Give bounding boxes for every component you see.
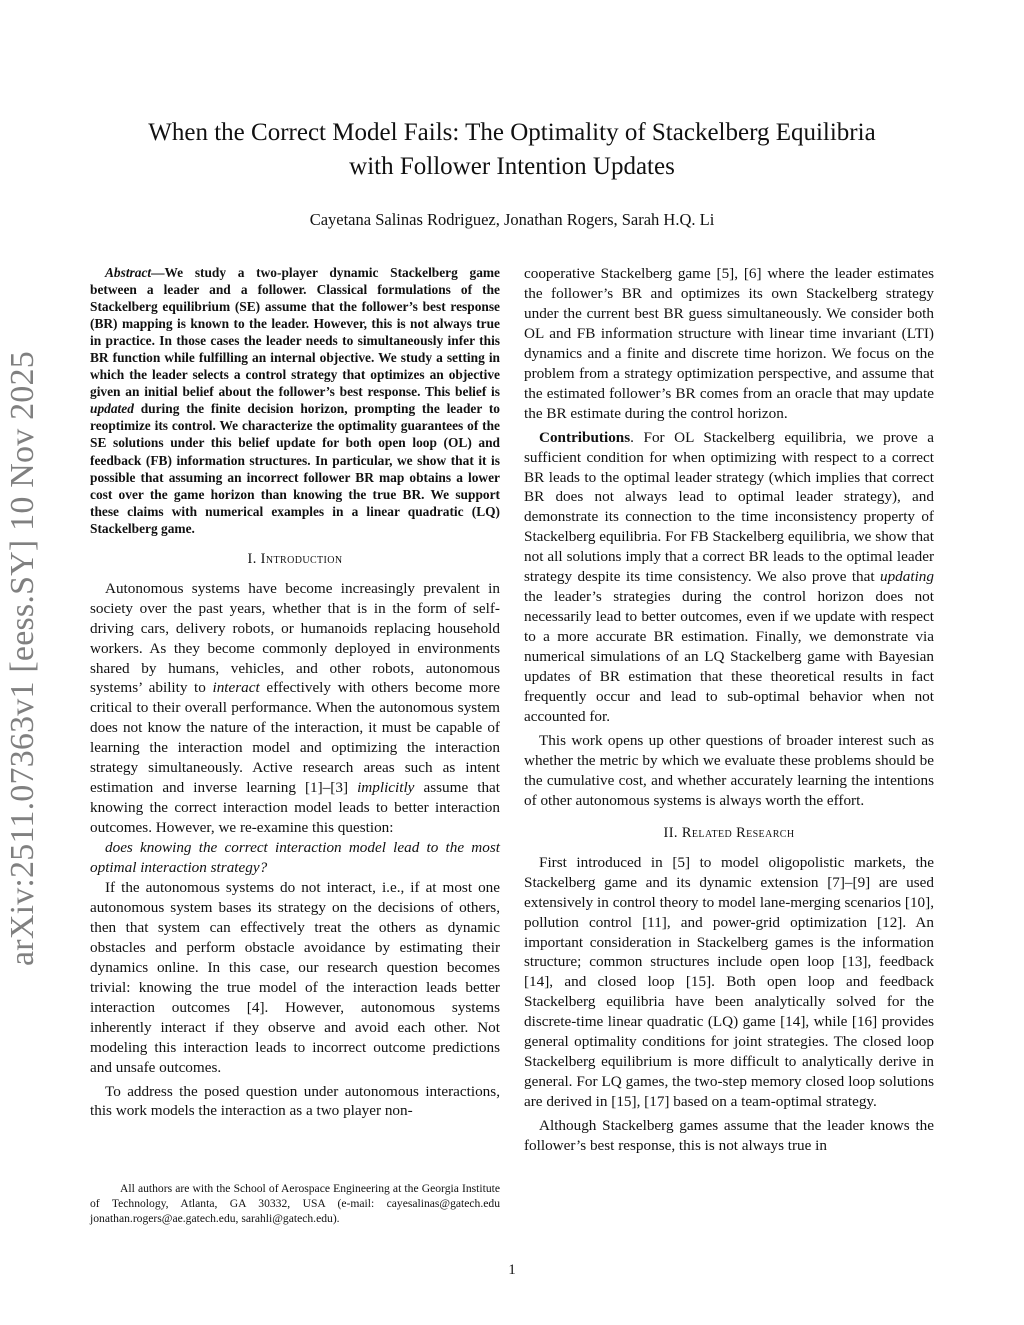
abstract-text-1: We study a two-player dynamic Stackelberg game between a leader and a follower. Classical formulations of the Stackelberg equilibrium (SE) assume that the follower’s best response (BR) mapping is known to the leader. However, this is not always true in practice. In those cases the leader needs to simultaneously infer this BR function while fulfilling an internal objective. We study a setting in which the leader selects a control strategy that optimizes an objective given an initial belief about the follower’s best response. This belief is — [90, 265, 500, 400]
abstract — [90, 264, 500, 537]
contributions-emphasis: updating — [879, 568, 934, 586]
contributions-label: Contributions — [539, 428, 631, 446]
intro-paragraph-3: To address the posed question under autonomous interactions, this work models the interaction as a two player non- — [90, 1082, 500, 1120]
intro-paragraph-1 — [90, 579, 500, 838]
abstract-dash: — — [151, 265, 165, 280]
broader-interest-paragraph: This work opens up other questions of broader interest such as whether the metric by which we evaluate these problems should be the cumulative cost, and whether accurately learning the intentions of other autonomous systems is always worth the effort. — [524, 731, 934, 809]
section-heading-introduction: I. Introduction — [247, 550, 343, 567]
intro-emphasis-implicitly: implicitly — [357, 779, 415, 797]
intro-text: assume that knowing the correct interaction model leads to better interaction outcomes. However, we re-examine this question: — [90, 779, 501, 837]
abstract-label: Abstract — [105, 265, 152, 280]
research-question: does knowing the correct interaction model lead to the most optimal interaction strategy? — [90, 839, 500, 877]
title-line-1: When the Correct Model Fails: The Optimality of Stackelberg Equilibria — [148, 119, 876, 146]
intro-emphasis-interact: interact — [212, 679, 260, 697]
paper-title — [80, 116, 944, 184]
right-column — [524, 264, 934, 1156]
page-number: 1 — [508, 1262, 516, 1278]
intro-continuation: cooperative Stackelberg game [5], [6] where the leader estimates the follower’s BR and optimizes its own Stackelberg strategy under the current best BR guess simultaneously. We consider both OL and FB information structure with linear time invariant (LTI) dynamics and a finite and discrete time horizon. We focus on the problem from a strategy optimization perspective, and assume that the estimated follower’s BR comes from an oracle that may update the BR estimate during the control horizon. — [524, 265, 934, 422]
intro-paragraph-2: If the autonomous systems do not interact, i.e., if at most one autonomous system bases its strategy on the decisions of others, then that system can effectively treat the others as dynamic obstacles and perform obstacle avoidance by estimating their dynamics online. In this case, our research question becomes trivial: knowing the true model of the interaction leads better interaction outcomes [4]. However, autonomous systems inherently interact if they observe and avoid each other. Not modeling this interaction leads to incorrect outcome predictions and unsafe outcomes. — [90, 879, 500, 1076]
section-heading-related-research: II. Related Research — [663, 824, 795, 841]
related-paragraph-2: Although Stackelberg games assume that the leader knows the follower’s best response, this is not always true in — [524, 1117, 934, 1155]
author-list: Cayetana Salinas Rodriguez, Jonathan Rogers, Sarah H.Q. Li — [309, 210, 715, 229]
title-line-2: with Follower Intention Updates — [349, 153, 675, 180]
contributions-paragraph — [524, 428, 934, 727]
related-paragraph-1: First introduced in [5] to model oligopolistic markets, the Stackelberg game and its dynamic extension [7]–[9] are used extensively in control theory to model lane-merging scenarios [10], pollution control [11], and power-grid optimization [12]. An important consideration in Stackelberg games is the information structure; common structures include open loop [13], feedback [14], and closed loop [15]. Both open loop and feedback Stackelberg equilibria have been analytically solved for the discrete-time linear quadratic (LQ) game [14], while [16] provides general optimality conditions for joint strategies. The closed loop Stackelberg equilibrium is more difficult to analytically derive in general. For LQ games, the two-step memory closed loop solutions are derived in [15], [17] based on a team-optimal strategy. — [524, 853, 934, 1111]
arxiv-identifier: arXiv:2511.07363v1 [eess.SY] 10 Nov 2025 — [4, 351, 41, 966]
abstract-emphasis: updated — [90, 401, 134, 417]
abstract-text-2: during the finite decision horizon, prompting the leader to reoptimize its control. We characterize the optimality guarantees of the SE solutions under this belief update for both open loop (OL) and feedback (FB) information structures. In particular, we show that it is possible that assuming an incorrect follower BR map obtains a lower cost over the game horizon than knowing the true BR. We support these claims with numerical examples in a linear quadratic (LQ) Stackelberg game. — [90, 401, 500, 536]
intro-text: effectively with others become more critical to their overall performance. When the autonomous system does not know the nature of the interaction, it must be capable of learning the interaction model and optimizing the interaction strategy simultaneously. Active research areas such as intent estimation and inverse learning [1]–[3] — [90, 679, 500, 797]
contributions-text: the leader’s strategies during the control horizon does not necessarily lead to better outcomes, even if we update with respect to a more accurate BR estimation. Finally, we demonstrate via numerical simulations of an LQ Stackelberg game with Bayesian updates of BR estimation that these theoretical results in fact frequently occur and lead to sub-optimal behavior when not accounted for. — [524, 588, 934, 725]
left-column — [90, 264, 500, 1121]
footnote-text: All authors are with the School of Aerospace Engineering at the Georgia Institute of Technology, Atlanta, GA 30332, USA (e-mail: cayesalinas@gatech.edu jonathan.rogers@ae.gatech.edu, sarahli@gatech.edu). — [90, 1182, 500, 1226]
contributions-text: . For OL Stackelberg equilibria, we prove a sufficient condition for when optimizing with respect to a correct BR leads to the optimal leader strategy (which implies that correct BR does not always lead to optimal leader strategy), and demonstrate its connection to the time inconsistency property of Stackelberg equilibria. For FB Stackelberg equilibria, we show that not all solutions imply that a correct BR leads to the optimal leader strategy despite its time consistency. We also prove that — [524, 428, 934, 586]
intro-text: Autonomous systems have become increasingly prevalent in society over the past years, whether that is in the form of self-driving cars, delivery robots, or humanoids replacing household workers. As they become commonly deployed in environments shared by humans, vehicles, and other robots, autonomous systems’ ability to — [90, 579, 500, 697]
author-footnote — [90, 1181, 500, 1227]
